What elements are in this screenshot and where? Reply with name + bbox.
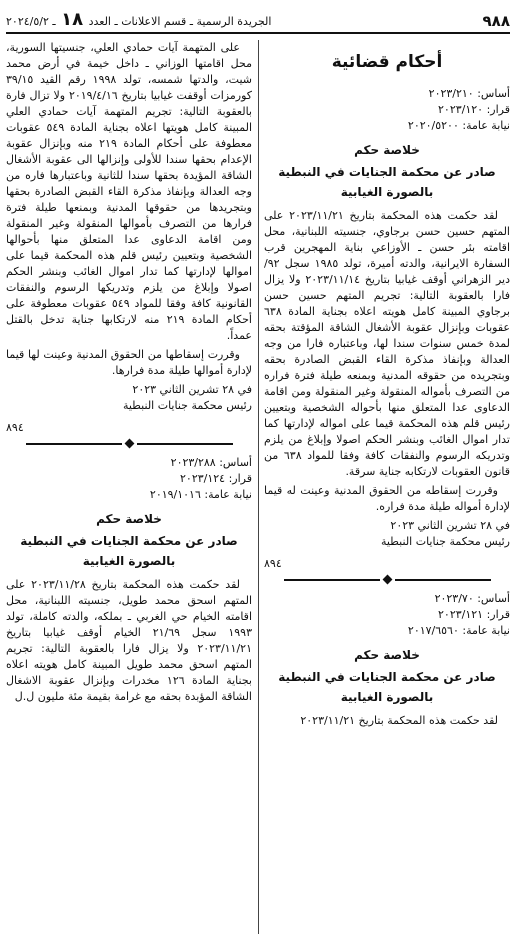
case-ref-prosecution: نيابة عامة: ٢٠١٧/٦٥٦٠	[407, 624, 510, 637]
case-ref-prosecution: نيابة عامة: ٢٠١٩/١٠١٦	[149, 488, 252, 501]
case-ref-basis: أساس: ٢٠٢٣/٢٨٨	[170, 456, 252, 469]
summary-title: خلاصة حكم	[96, 512, 162, 526]
judgment-date: في ٢٨ تشرين الثاني ٢٠٢٣	[132, 383, 252, 396]
case-ref-basis: أساس: ٢٠٢٣/٢١٠	[428, 87, 510, 100]
right-column	[264, 40, 510, 732]
judgment-continuation-extra: وقررت إسقاطها من الحقوق المدنية وعينت لها قيما لإدارة أموالها طيلة مدة فرارها.	[6, 348, 252, 377]
court-title: صادر عن محكمة الجنايات في النبطية	[278, 670, 496, 684]
separator-line	[284, 579, 380, 581]
court-title: صادر عن محكمة الجنايات في النبطية	[20, 534, 238, 548]
running-head-title: الجريدة الرسمية ـ قسم الاعلانات ـ العدد	[88, 15, 272, 28]
separator-diamond	[124, 439, 134, 449]
separator-diamond	[382, 575, 392, 585]
page-header	[6, 6, 510, 34]
page-number: ٩٨٨	[482, 12, 510, 30]
judgment-signer: رئيس محكمة جنايات النبطية	[122, 399, 252, 412]
judgment-signer: رئيس محكمة جنايات النبطية	[380, 535, 510, 548]
judgment-continuation: على المتهمة آيات حمادي العلي، جنسيتها السورية، محل اقامتها الوزاني ـ داخل خيمة في أرض محمد شيت، والدتها شمسه، تولد ١٩٩٨ رقم القيد ٣٩/١٥ كورمزات أوقفت غيابيا بتاريخ ٢٠١٩/٤/١٦ ولا تزال فارة بالعقوبة التالية: تجريم المتهمة آيات حمادي العلي المبينة كامل هويتها اعلاه بجناية المادة ٥٤٩ عقوبات معطوفة على أحكام المادة ٢١٩ منه وبإنزال عقوبة الإعدام بحقها سندا للأولى وإنزالها الى عقوبة الأشغال الشاقة المؤيدة بحقها سندا للثانية وباعتبارها فاره من وجه العدالة وبإنفاذ مذكرة القاء القبض الصادرة بحقها وبتجريدها من حقوقها المدنية وبمنعها طيلة فترة فرارها من التصرف بأموالها المنقولة وغير المنقولة ومن اقامة الدعاوى عدا المتعلق منها بأحوالها الشخصية وبتعيين رئيس قلم هذه المحكمة قيما على اموالها لإدارتها كما تدار اموال الغائب وبنشر الحكم اصولا وإبلاغ من يلزم وتدريكها الرسوم والنفقات القانونية كافة وفقا للمواد ٥٤٩ عقوبات معطوفة على أحكام المادة ٢١٩ منه لارتكابها جناية تدخل بالقتل عمداً.	[6, 41, 252, 342]
separator-line	[395, 579, 491, 581]
case-ref-decision: قرار: ٢٠٢٣/١٢١	[438, 608, 510, 621]
case-ref-decision: قرار: ٢٠٢٣/١٢٤	[180, 472, 252, 485]
issue-date: ـ ٢٠٢٤/٥/٢	[6, 15, 56, 28]
court-subtitle: بالصورة الغيابية	[340, 185, 434, 199]
separator-line	[137, 443, 233, 445]
section-title: أحكام قضائية	[331, 52, 443, 72]
judgment-body: لقد حكمت هذه المحكمة بتاريخ ٢٠٢٣/١١/٢١ على المتهم حسين حسن برجاوي، جنسيته اللبنانية، محل اقامته بئر حسن ـ الأوزاعي بناية المهجرين قرب السفارة الايرانية، والدته أميرة، تولد ١٩٨٥ سجل ٩٢/ دير الزهراني أوقف غيابيا بتاريخ ٢٠٢٣/١١/١٤ ولا يزال فارا بالعقوبة التالية: تجريم المتهم حسين حسن برجاوي المبينة كامل هويته اعلاه بجناية المادة ٦٣٨ عقوبات وبإنزال عقوبة الأشغال الشاقة المؤقتة بحقه لمدة خمس سنوات سندا لها، وباعتباره فارا من وجه العدالة وبإنفاذ مذكرة القاء القبض الصادرة بحقه وبتجريده من حقوقه المدنية وبمنعه طيلة فترة فراره من التصرف بأمواله المنقولة وغير المنقولة ومن اقامة الدعاوى عدا المتعلق منها بأحواله الشخصية وبتعيين رئيس قلم هذه المحكمة قيما على امواله لإدارتها كما تدار اموال الغائب وبنشر الحكم اصولا وإبلاغ من يلزم وتدريكه الرسوم والنفقات كافة وفقا للمواد ٦٣٨ من قانون العقوبات لارتكابه جناية سرقة.	[264, 209, 510, 478]
case-ref-decision: قرار: ٢٠٢٣/١٢٠	[438, 103, 510, 116]
running-head	[6, 9, 271, 30]
court-subtitle: بالصورة الغيابية	[82, 554, 176, 568]
left-column	[6, 40, 252, 708]
summary-title: خلاصة حكم	[354, 143, 420, 157]
separator-line	[26, 443, 122, 445]
notice-separator	[264, 576, 510, 583]
judgment-body: لقد حكمت هذه المحكمة بتاريخ ٢٠٢٣/١١/٢٨ على المتهم اسحق محمد طويل، جنسيته اللبنانية، محل اقامته الخيام حي الغربي ـ بملكه، والدته كاملة، تولد ١٩٩٣ سجل ٢١/٦٩ الخيام أوقف غيابيا بتاريخ ٢٠٢٣/١١/٢١ ولا يزال فارا بالعقوبة التالية: تجريم المتهم اسحق محمد طويل المبينة كامل هويته اعلاه بجناية المادة ١٢٦ مخدرات وبإنزال عقوبة الاشغال الشاقة المؤبدة بحقه مع غرامة بقيمة مئة مليون ل.ل	[6, 578, 252, 703]
notice-separator	[6, 440, 252, 447]
notice-number: ٨٩٤	[6, 421, 24, 434]
court-title: صادر عن محكمة الجنايات في النبطية	[278, 165, 496, 179]
judgment-date: في ٢٨ تشرين الثاني ٢٠٢٣	[390, 519, 510, 532]
court-subtitle: بالصورة الغيابية	[340, 690, 434, 704]
case-ref-prosecution: نيابة عامة: ٢٠٢٠/٥٢٠٠	[407, 119, 510, 132]
case-ref-basis: أساس: ٢٠٢٣/٧٠	[434, 592, 510, 605]
column-divider	[258, 40, 259, 934]
notice-number: ٨٩٤	[264, 557, 282, 570]
judgment-body: لقد حكمت هذه المحكمة بتاريخ ٢٠٢٣/١١/٢١	[300, 714, 498, 727]
issue-number: ١٨	[61, 9, 84, 30]
summary-title: خلاصة حكم	[354, 648, 420, 662]
judgment-body-extra: وقررت إسقاطه من الحقوق المدنية وعينت له قيما لإدارة أمواله طيلة مدة فراره.	[264, 484, 510, 513]
